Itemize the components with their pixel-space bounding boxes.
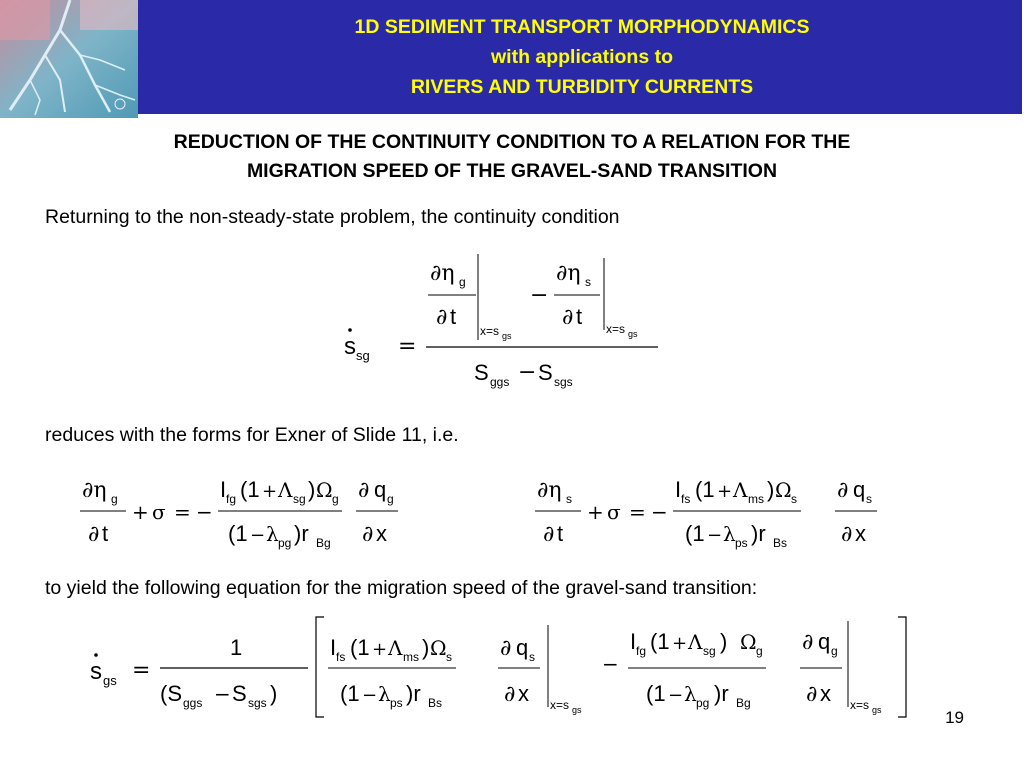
- river-delta-image-icon: [0, 0, 138, 118]
- svg-text:S: S: [232, 681, 247, 706]
- svg-text:): ): [767, 477, 775, 502]
- svg-text:∂: ∂: [358, 478, 370, 503]
- svg-text:−: −: [250, 525, 266, 546]
- svg-text:∂: ∂: [841, 522, 853, 547]
- svg-text:∂η: ∂η: [556, 261, 581, 286]
- svg-text:σ: σ: [607, 500, 621, 524]
- svg-text:λ: λ: [684, 682, 697, 706]
- svg-text:−: −: [518, 360, 537, 385]
- svg-text:sg: sg: [293, 492, 306, 506]
- svg-text:gs: gs: [502, 331, 512, 341]
- svg-text:s: s: [446, 650, 452, 664]
- banner-title-line1: 1D SEDIMENT TRANSPORT MORPHODYNAMICS: [354, 16, 810, 38]
- migration-speed-equation: [86, 615, 916, 725]
- svg-text:sg: sg: [356, 348, 370, 363]
- svg-text:Ω: Ω: [775, 478, 792, 502]
- svg-text:g: g: [459, 275, 466, 289]
- svg-text:−: −: [214, 682, 231, 706]
- svg-text:s: s: [344, 333, 356, 360]
- svg-text:∂: ∂: [837, 478, 849, 503]
- svg-text:(S: (S: [160, 681, 182, 706]
- svg-text:fg: fg: [636, 644, 647, 658]
- svg-text:): ): [422, 635, 430, 660]
- svg-text:+: +: [372, 639, 388, 660]
- svg-text:∂: ∂: [436, 305, 448, 330]
- svg-text:∂η: ∂η: [537, 478, 562, 503]
- svg-text:=: =: [174, 500, 191, 524]
- svg-text:g: g: [332, 492, 339, 506]
- title-banner: [0, 0, 1024, 118]
- svg-text:sgs: sgs: [554, 375, 573, 389]
- svg-text:s: s: [791, 492, 797, 506]
- svg-text:gs: gs: [572, 705, 582, 715]
- svg-text:): ): [270, 681, 278, 706]
- svg-text:ggs: ggs: [490, 375, 510, 389]
- svg-text:λ: λ: [266, 522, 279, 546]
- banner-title-line2: with applications to: [490, 46, 673, 68]
- svg-text:fg: fg: [226, 492, 237, 506]
- svg-text:S: S: [474, 360, 489, 385]
- svg-text:∂: ∂: [362, 522, 374, 547]
- svg-text:∂: ∂: [806, 682, 818, 707]
- svg-text:)r: )r: [294, 521, 309, 546]
- svg-text:λ: λ: [378, 682, 391, 706]
- svg-text:(1: (1: [695, 477, 715, 502]
- svg-text:x: x: [518, 681, 529, 706]
- svg-text:−: −: [196, 500, 213, 524]
- svg-text:∂η: ∂η: [82, 478, 107, 503]
- svg-text:I: I: [330, 635, 337, 660]
- svg-text:gs: gs: [628, 329, 638, 339]
- continuity-equation: [340, 252, 670, 392]
- svg-text:−: −: [602, 652, 619, 676]
- svg-text:−: −: [651, 500, 668, 524]
- svg-text:fs: fs: [336, 650, 346, 664]
- svg-text:∂: ∂: [802, 630, 814, 655]
- svg-text:∂η: ∂η: [430, 261, 455, 286]
- svg-text:t: t: [576, 304, 583, 329]
- svg-text:x: x: [855, 521, 866, 546]
- gravel-exner-equation: [78, 465, 428, 555]
- svg-text:)r: )r: [751, 521, 766, 546]
- svg-text:(1: (1: [646, 681, 666, 706]
- svg-text:(1: (1: [350, 635, 370, 660]
- svg-text:Ω: Ω: [316, 478, 333, 502]
- svg-text:s: s: [90, 658, 102, 685]
- svg-text:Λ: Λ: [733, 478, 748, 502]
- svg-text:)r: )r: [714, 681, 729, 706]
- svg-text:t: t: [102, 521, 109, 546]
- svg-text:Bg: Bg: [316, 536, 331, 550]
- svg-text:∂: ∂: [504, 682, 516, 707]
- svg-text:g: g: [387, 492, 394, 506]
- svg-text:∂: ∂: [562, 305, 574, 330]
- svg-text:q: q: [818, 629, 831, 654]
- svg-text:−: −: [707, 525, 723, 546]
- svg-text:ms: ms: [403, 650, 419, 664]
- svg-text:+: +: [262, 481, 278, 502]
- paragraph-migration: to yield the following equation for the migration speed of the gravel-sand transition:: [45, 577, 758, 599]
- svg-text:s: s: [866, 492, 872, 506]
- banner-title-line3: RIVERS AND TURBIDITY CURRENTS: [410, 76, 754, 98]
- svg-text:pg: pg: [278, 536, 292, 550]
- svg-text:ms: ms: [748, 492, 764, 506]
- svg-text:−: −: [668, 685, 684, 706]
- svg-text:x=s: x=s: [480, 324, 500, 338]
- svg-text:(1: (1: [650, 629, 670, 654]
- svg-text:(1: (1: [240, 477, 260, 502]
- svg-text:fs: fs: [681, 492, 691, 506]
- svg-text:x=s: x=s: [850, 698, 870, 712]
- svg-text:x=s: x=s: [606, 322, 626, 336]
- svg-text:g: g: [111, 492, 118, 506]
- svg-text:1: 1: [230, 635, 243, 660]
- svg-text:+: +: [587, 500, 604, 524]
- svg-text:q: q: [516, 635, 529, 660]
- banner-title: [140, 12, 1024, 102]
- svg-text:Λ: Λ: [688, 630, 703, 654]
- svg-text:Bs: Bs: [428, 696, 443, 710]
- svg-text:g: g: [831, 644, 838, 658]
- slide-heading-line1: REDUCTION OF THE CONTINUITY CONDITION TO A RELATION FOR THE: [173, 131, 851, 153]
- svg-text:+: +: [132, 500, 149, 524]
- svg-text:ps: ps: [390, 696, 403, 710]
- svg-text:pg: pg: [696, 696, 710, 710]
- paragraph-continuity: Returning to the non-steady-state problem, the continuity condition: [45, 206, 620, 228]
- svg-text:ggs: ggs: [183, 696, 203, 710]
- svg-text:): ): [720, 629, 728, 654]
- svg-text:Ω: Ω: [740, 630, 757, 654]
- svg-text:x=s: x=s: [550, 698, 570, 712]
- svg-text:I: I: [630, 629, 637, 654]
- svg-text:Ω: Ω: [430, 636, 447, 660]
- svg-text:sg: sg: [703, 644, 716, 658]
- svg-text:)r: )r: [406, 681, 421, 706]
- svg-text:x: x: [376, 521, 387, 546]
- page-number: 19: [945, 708, 964, 727]
- svg-text:(1: (1: [340, 681, 360, 706]
- svg-text:q: q: [374, 477, 387, 502]
- svg-text:s: s: [585, 275, 591, 289]
- svg-text:S: S: [538, 360, 553, 385]
- svg-text:∂: ∂: [500, 636, 512, 661]
- svg-text:q: q: [853, 477, 866, 502]
- svg-text:x: x: [820, 681, 831, 706]
- svg-text:=: =: [398, 334, 417, 359]
- svg-text:∂: ∂: [88, 522, 100, 547]
- svg-text:t: t: [557, 521, 564, 546]
- svg-text:gs: gs: [103, 673, 117, 688]
- svg-text:s: s: [566, 492, 572, 506]
- svg-text:∂: ∂: [543, 522, 555, 547]
- svg-text:(1: (1: [228, 521, 248, 546]
- svg-text:I: I: [675, 477, 682, 502]
- svg-text:σ: σ: [152, 500, 166, 524]
- svg-text:t: t: [450, 304, 457, 329]
- svg-text:sgs: sgs: [248, 696, 267, 710]
- svg-text:λ: λ: [723, 522, 736, 546]
- svg-text:): ): [308, 477, 316, 502]
- svg-text:gs: gs: [872, 705, 882, 715]
- svg-text:g: g: [756, 644, 763, 658]
- svg-text:=: =: [132, 658, 151, 683]
- svg-text:Bg: Bg: [736, 696, 751, 710]
- svg-text:−: −: [362, 685, 378, 706]
- svg-text:Λ: Λ: [388, 636, 403, 660]
- svg-text:s: s: [529, 650, 535, 664]
- svg-text:Bs: Bs: [773, 536, 788, 550]
- slide-heading-line2: MIGRATION SPEED OF THE GRAVEL-SAND TRANSITION: [246, 160, 778, 182]
- svg-text:+: +: [672, 633, 688, 654]
- svg-text:Λ: Λ: [278, 478, 293, 502]
- svg-text:I: I: [220, 477, 227, 502]
- svg-text:+: +: [717, 481, 733, 502]
- svg-text:(1: (1: [685, 521, 705, 546]
- paragraph-exner: reduces with the forms for Exner of Slide 11, i.e.: [45, 424, 459, 446]
- svg-text:ps: ps: [735, 536, 748, 550]
- svg-text:−: −: [530, 283, 549, 308]
- slide-heading: [0, 128, 1024, 186]
- svg-text:=: =: [629, 500, 646, 524]
- sand-exner-equation: [533, 465, 893, 555]
